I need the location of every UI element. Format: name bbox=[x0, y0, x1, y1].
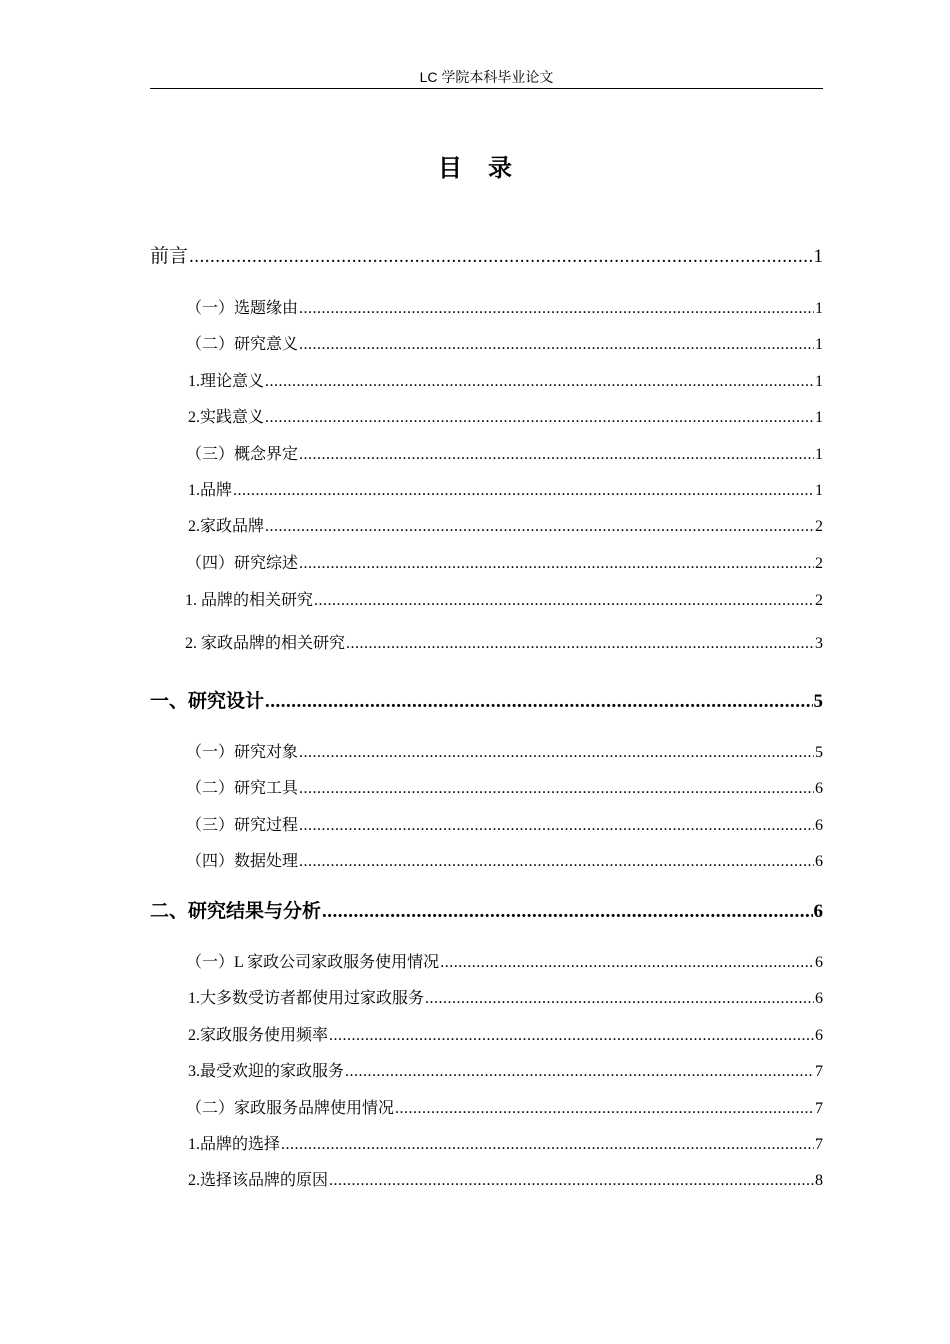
toc-label: （四）研究综述 bbox=[186, 555, 299, 572]
toc-page-number: 6 bbox=[815, 990, 823, 1007]
toc-page-number: 1 bbox=[815, 336, 823, 353]
toc-entry[interactable] bbox=[186, 775, 823, 798]
toc-label: 1.品牌的选择 bbox=[188, 1136, 281, 1153]
toc-page-number: 1 bbox=[815, 373, 823, 390]
toc-page-number: 6 bbox=[815, 954, 823, 971]
toc-label: 2.家政品牌 bbox=[188, 518, 265, 535]
toc-leader bbox=[346, 635, 814, 653]
toc-page-number: 8 bbox=[815, 1172, 823, 1189]
toc-entry[interactable] bbox=[188, 985, 823, 1008]
toc-page-number: 2 bbox=[815, 518, 823, 535]
toc-entry[interactable] bbox=[186, 848, 823, 871]
toc-label: （一）L 家政公司家政服务使用情况 bbox=[186, 954, 440, 971]
toc-label: 2. 家政品牌的相关研究 bbox=[185, 635, 346, 652]
toc-label: 一、研究设计 bbox=[150, 690, 265, 712]
toc-label: 前言 bbox=[150, 246, 189, 267]
toc-leader bbox=[299, 853, 814, 871]
toc-page-number: 7 bbox=[815, 1100, 823, 1117]
toc-entry-chapter-2[interactable] bbox=[150, 896, 823, 923]
toc-leader bbox=[281, 1136, 814, 1154]
toc-label: （一）选题缘由 bbox=[186, 300, 299, 317]
toc-page-number: 3 bbox=[815, 635, 823, 652]
toc-entry[interactable] bbox=[186, 949, 823, 972]
toc-label: （二）家政服务品牌使用情况 bbox=[186, 1100, 395, 1117]
toc-label: 2.家政服务使用频率 bbox=[188, 1027, 329, 1044]
toc-leader bbox=[345, 1063, 814, 1081]
toc-page-number: 7 bbox=[815, 1063, 823, 1080]
toc-leader bbox=[299, 744, 814, 762]
toc-leader bbox=[189, 246, 812, 268]
toc-page-number: 7 bbox=[815, 1136, 823, 1153]
toc-page-number: 1 bbox=[815, 482, 823, 499]
toc-page-number: 5 bbox=[813, 691, 823, 712]
toc-label: 2.实践意义 bbox=[188, 409, 265, 426]
toc-leader bbox=[233, 482, 814, 500]
toc-page-number: 6 bbox=[815, 853, 823, 870]
toc-leader bbox=[299, 446, 814, 464]
toc-label: 3.最受欢迎的家政服务 bbox=[188, 1063, 345, 1080]
toc-leader bbox=[440, 954, 814, 972]
toc-entry[interactable] bbox=[185, 630, 823, 653]
toc-page-number: 1 bbox=[813, 246, 823, 267]
toc-entry[interactable] bbox=[188, 1058, 823, 1081]
toc-leader bbox=[299, 300, 814, 318]
toc-page-number: 2 bbox=[815, 592, 823, 609]
toc-entry[interactable] bbox=[186, 441, 823, 464]
toc-leader bbox=[265, 691, 812, 713]
toc-entry[interactable] bbox=[188, 1167, 823, 1190]
toc-page-number: 6 bbox=[815, 1027, 823, 1044]
toc-entry[interactable] bbox=[186, 550, 823, 573]
toc-leader bbox=[329, 1027, 814, 1045]
toc-leader bbox=[329, 1172, 814, 1190]
toc-leader bbox=[299, 336, 814, 354]
toc-entry[interactable] bbox=[185, 587, 823, 610]
toc-page-number: 5 bbox=[815, 744, 823, 761]
toc-leader bbox=[299, 817, 814, 835]
toc-label: 1.品牌 bbox=[188, 482, 233, 499]
toc-label: 1.大多数受访者都使用过家政服务 bbox=[188, 990, 425, 1007]
toc-label: 1.理论意义 bbox=[188, 373, 265, 390]
toc-entry-preface[interactable] bbox=[150, 241, 823, 268]
toc-leader bbox=[265, 409, 814, 427]
toc-page-number: 6 bbox=[813, 901, 823, 922]
toc-label: （四）数据处理 bbox=[186, 853, 299, 870]
toc-label: 2.选择该品牌的原因 bbox=[188, 1172, 329, 1189]
toc-entry[interactable] bbox=[186, 1095, 823, 1118]
page-header: LC 学院本科毕业论文 bbox=[150, 66, 823, 89]
toc-leader bbox=[265, 518, 814, 536]
toc-entry[interactable] bbox=[188, 513, 823, 536]
toc-leader bbox=[322, 901, 812, 923]
toc-label: （二）研究工具 bbox=[186, 780, 299, 797]
toc-label: 1. 品牌的相关研究 bbox=[185, 592, 314, 609]
toc-entry-chapter-1[interactable] bbox=[150, 686, 823, 713]
toc-entry[interactable] bbox=[188, 368, 823, 391]
toc-label: （二）研究意义 bbox=[186, 336, 299, 353]
toc-label: （三）研究过程 bbox=[186, 817, 299, 834]
toc-entry[interactable] bbox=[188, 1022, 823, 1045]
toc-page-number: 6 bbox=[815, 817, 823, 834]
toc-leader bbox=[299, 780, 814, 798]
toc-page-number: 6 bbox=[815, 780, 823, 797]
toc-page-number: 2 bbox=[815, 555, 823, 572]
toc-label: （三）概念界定 bbox=[186, 446, 299, 463]
toc-entry[interactable] bbox=[186, 295, 823, 318]
toc-page-number: 1 bbox=[815, 409, 823, 426]
toc-entry[interactable] bbox=[186, 739, 823, 762]
toc-entry[interactable] bbox=[186, 812, 823, 835]
toc-page-number: 1 bbox=[815, 446, 823, 463]
toc-entry[interactable] bbox=[188, 404, 823, 427]
toc-entry[interactable] bbox=[188, 477, 823, 500]
toc-leader bbox=[299, 555, 814, 573]
toc-entry[interactable] bbox=[186, 331, 823, 354]
toc-label: （一）研究对象 bbox=[186, 744, 299, 761]
toc-leader bbox=[265, 373, 814, 391]
toc-label: 二、研究结果与分析 bbox=[150, 900, 322, 922]
toc-page-number: 1 bbox=[815, 300, 823, 317]
toc-leader bbox=[314, 592, 814, 610]
toc-leader bbox=[425, 990, 814, 1008]
toc-leader bbox=[395, 1100, 814, 1118]
toc-entry[interactable] bbox=[188, 1131, 823, 1154]
toc-title: 目录 bbox=[438, 154, 538, 182]
